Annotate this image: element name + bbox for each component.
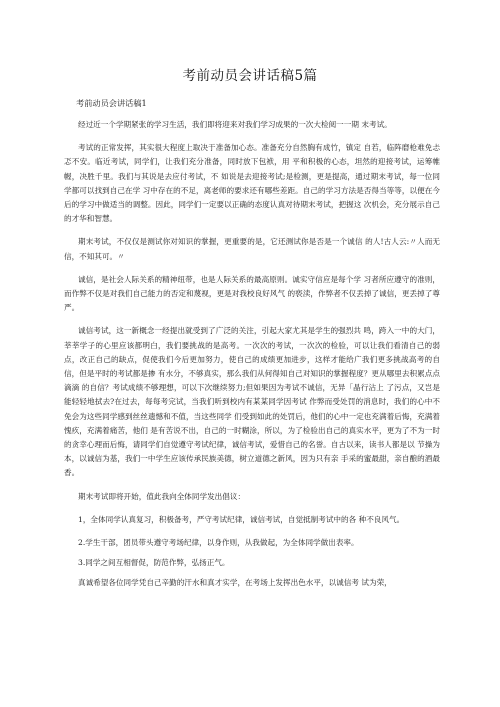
document-title: 考前动员会讲话稿5篇 [182,68,318,84]
paragraph-honest-exam: 诚信考试，这一新概念一经提出就受到了广泛的关注，引起大家尤其是学生的强烈共 鸣，跨入一中的大门，莘莘学子的心里应该都明白，我们要挑战的是高考。一次次的考试，一次次的检验，可以让我们看清自己的弱点，改正自己的缺点，促使我们今后更加努力，使自己的成绩更加进步，这样才能给广我们更多挑战高考的自信，但是平时的考试都是掺 有水分，不够真实，那么我们从何得知自己对知识的掌握程度？更从哪里去积累点点滴滴 的自信？考试成绩不够理想，可以下次继续努力;但如果因为考试不诚信，无异「晶行沾上 了污点，又岂是能轻轻地拭去?在过去，每每考完试，当我们听到校内有某某同学因考试 作弊而受处罚的消息时，我们的心中不免会为这些同学感到丝丝遗憾和不值，当这些同学 们受到如此的处罚后，他们的心中一定也充满着后悔，充满着愧疚，充满着痛苦，他们 是有苦说不出，自己的一时糊涂，所以，为了检验出自己的真实水平，更为了不为一时的贪幸心理而后悔，请同学们自觉遵守考试纪律，诚信考试，爱惜自己的名誉。自古以来，读书人都是以 节操为本，以诚信为基，我们一中学生应该传承民族美德，树立道德之新风，因为只有亲 手采的蜜最甜，亲自酿的酒最香。 [64,326,440,478]
proposal-item-2: 2.学生干部，团员带头遵守考场纪律，以身作则，从我做起，为全体同学做出表率。 [78,538,359,548]
document-body [64,118,440,600]
section-heading: 考前动员会讲话稿1 [76,98,147,108]
paragraph-intro: 经过近一个学期紧张的学习生活，我们即将迎来对我们学习成果的一次大检阅一一期 末考试。 [78,120,392,129]
proposal-item-1: 1，全体同学认真复习，积极备考，严守考试纪律，诚信考试，自觉抵制考试中的各 种不良风气。 [78,514,405,524]
paragraph-integrity: 诚信，是社会人际关系的精神纽带，也是人际关系的最高原则。诚实守信应是每个学 习者所应遵守的准则，而作弊不仅是对我们自己能力的否定和蔑视，更是对我校良好风气 的亵渎，作弊者不仅丢掉了诚信，更丢掉了尊严。 [64,274,440,313]
proposal-item-3: 3.同学之间互相督促，防范作弊，弘扬正气。 [78,558,230,568]
paragraph-mindset: 考试的正常发挥，其实很大程度上取决于准备加心态。准备充分自然胸有成竹，镇定 自若，临阵磨枪难免忐忑不安。临近考试，同学们，让我们充分准备，同时放下包袱，用 平和积极的心态，坦然的迎接考试，运筹帷幄，决胜千里。我们与其说是去应付考试，不 如说是去迎接考试;是检测，更是提高，通过期末考试，每一位同学都可以找到自己在学 习中存在的不足，离老师的要求还有哪些差距。自己的学习方法是否得当等等，以便在今 后的学习中做适当的调整。因此，同学们一定要以正确的态度认真对待期末考试，把握这 次机会，充分展示自己的才华和智慧。 [64,143,440,224]
paragraph-closing: 真诚希望各位同学凭自己辛勤的汗水和真才实学，在考场上发挥出色水平，以诚信考 试为荣， [78,578,392,588]
paragraph-proposal-intro: 期末考试即将开始，值此我向全体同学发出倡议： [78,491,246,501]
paragraph-honesty-test: 期末考试，不仅仅是测试你对知识的掌握，更重要的是，它还测试你是否是一个诚信 的人!古人云:〃人而无信，不知其可。〃 [64,237,440,261]
